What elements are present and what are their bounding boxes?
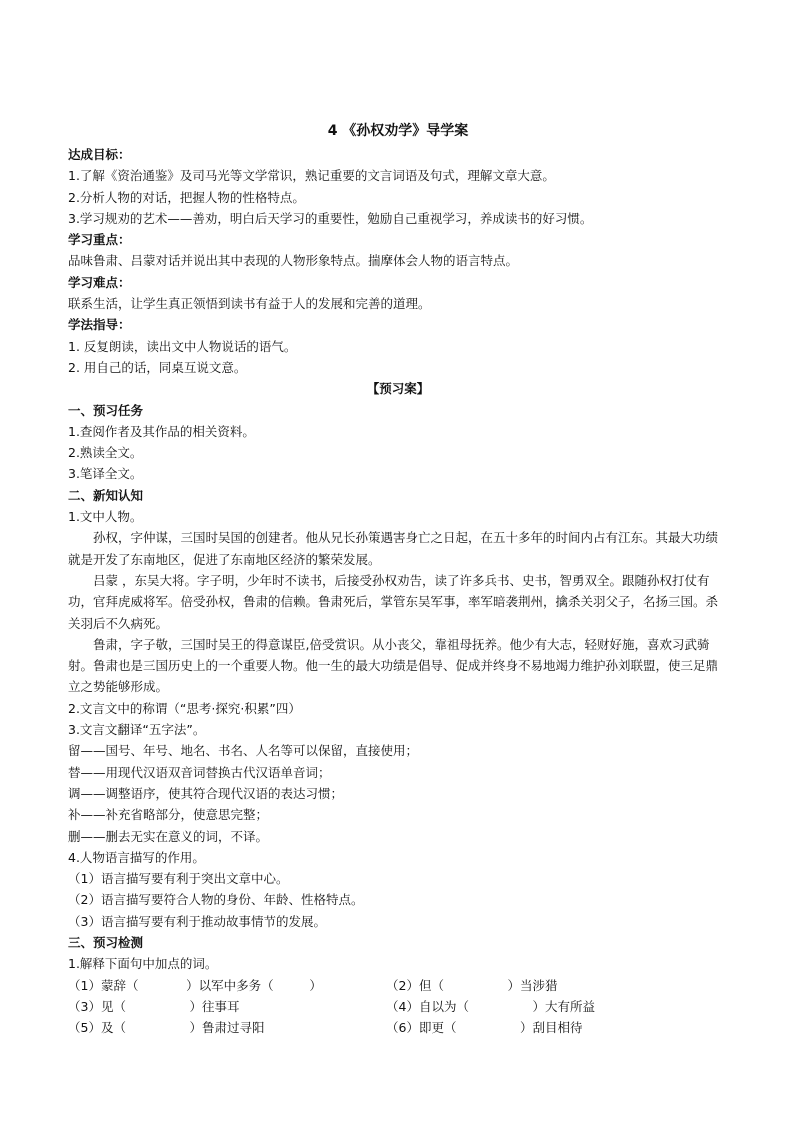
goal-item: 3.学习规劝的艺术——善劝，明白后天学习的重要性，勉励自己重视学习，养成读书的好习惯。: [68, 210, 593, 226]
knowledge-sub-heading: 3.文言文翻译“五字法”。: [68, 722, 206, 738]
language-role-item: （3）语言描写要有利于推动故事情节的发展。: [68, 913, 326, 929]
page-title: 4 《孙权劝学》导学案: [327, 123, 469, 139]
task-item: 1.查阅作者及其作品的相关资料。: [68, 423, 255, 439]
key-points-heading: 学习重点：: [68, 232, 131, 248]
knowledge-sub-heading: 1.文中人物。: [68, 509, 143, 525]
difficulties-text: 联系生活，让学生真正领悟到读书有益于人的发展和完善的道理。: [68, 296, 431, 312]
method-item: 1. 反复朗读，读出文中人物说话的语气。: [68, 338, 297, 354]
person-paragraph-lusu: 鲁肃，字子敬，三国时吴王的得意谋臣,倍受赏识。从小丧父，靠祖母抚养。他少有大志，轻财好施，喜欢习武骑射。鲁肃也是三国历史上的一个重要人物。他一生的最大功绩是倡导、促成并终身不易地竭力维护孙刘联盟，使三足鼎立之势能够形成。: [68, 636, 719, 695]
exercise-row: [68, 975, 728, 996]
person-paragraph-lvmeng: 吕蒙 ，东吴大将。字子明，少年时不读书，后接受孙权劝告，读了许多兵书、史书，智勇双全。跟随孙权打仗有功，官拜虎威将军。倍受孙权，鲁肃的信赖。鲁肃死后，掌管东吴军事，率军暗袭荆州，擒杀关羽父子，名扬三国。杀关羽后不久病死。: [68, 572, 719, 631]
goal-item: 1.了解《资治通鉴》及司马光等文学常识，熟记重要的文言词语及句式，理解文章大意。: [68, 168, 555, 184]
translation-rule: 删——删去无实在意义的词，不译。: [68, 828, 269, 844]
task-item: 3.笔译全文。: [68, 466, 143, 482]
exercise-item: （1）蒙辞（ ）以军中多务（ ）: [68, 977, 322, 993]
translation-rule: 替——用现代汉语双音词替换古代汉语单音词；: [68, 764, 331, 780]
goal-item: 2.分析人物的对话，把握人物的性格特点。: [68, 189, 305, 205]
exercise-row: [68, 996, 728, 1017]
translation-rule: 补——补充省略部分，使意思完整；: [68, 807, 269, 823]
exercise-item: （5）及（ ）鲁肃过寻阳: [68, 1020, 265, 1036]
difficulties-heading: 学习难点：: [68, 274, 131, 290]
task-item: 2.熟读全文。: [68, 445, 143, 461]
preview-section-title: 【预习案】: [366, 381, 430, 397]
knowledge-heading: 二、新知认知: [68, 487, 144, 503]
person-paragraph-sunquan: 孙权，字仲谋，三国时吴国的创建者。他从兄长孙策遇害身亡之日起，在五十多年的时间内占有江东。其最大功绩就是开发了东南地区，促进了东南地区经济的繁荣发展。: [68, 530, 719, 567]
translation-rule: 调——调整语序，使其符合现代汉语的表达习惯；: [68, 785, 344, 801]
exercise-row: [68, 1017, 728, 1038]
key-points-text: 品味鲁肃、吕蒙对话并说出其中表现的人物形象特点。揣摩体会人物的语言特点。: [68, 253, 519, 269]
knowledge-sub-heading: 4.人物语言描写的作用。: [68, 849, 205, 865]
knowledge-sub-heading: 2.文言文中的称谓（“思考·探究·积累”四）: [68, 700, 301, 716]
exercise-item: （4）自以为（ ）大有所益: [386, 998, 596, 1014]
translation-rule: 留——国号、年号、地名、书名、人名等可以保留，直接使用；: [68, 743, 419, 759]
method-item: 2. 用自己的话，同桌互说文意。: [68, 359, 247, 375]
task-heading: 一、预习任务: [68, 402, 144, 418]
document-page: [68, 120, 728, 1038]
language-role-item: （1）语言描写要有利于突出文章中心。: [68, 871, 289, 887]
check-heading: 三、预习检测: [68, 934, 144, 950]
exercise-item: （2）但（ ）当涉猎: [386, 977, 558, 993]
goals-heading: 达成目标：: [68, 147, 131, 162]
check-sub-heading: 1.解释下面句中加点的词。: [68, 956, 218, 972]
method-heading: 学法指导：: [68, 317, 131, 333]
exercise-item: （6）即更（ ）刮目相待: [386, 1020, 583, 1036]
exercise-item: （3）见（ ）往事耳: [68, 998, 240, 1014]
language-role-item: （2）语言描写要符合人物的身份、年龄、性格特点。: [68, 892, 364, 908]
